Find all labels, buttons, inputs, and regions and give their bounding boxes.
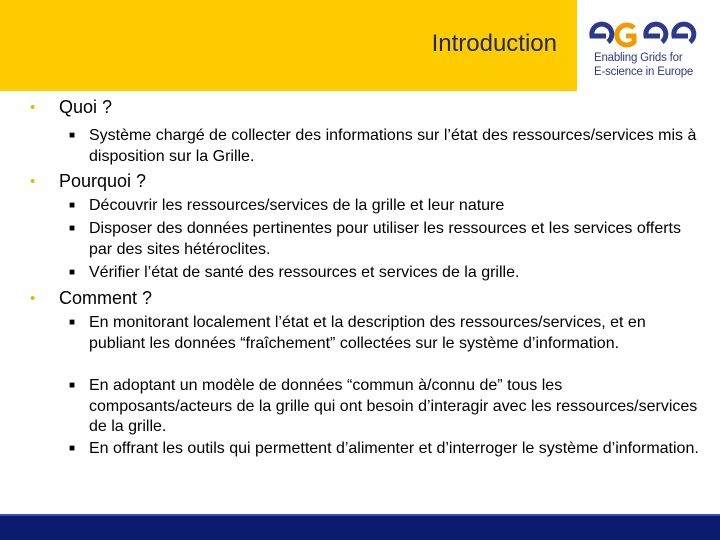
list-item: Disposer des données pertinentes pour utiliser les ressources et les services offerts par des sites hétéroclites. [89,220,681,258]
bullet-dot: • [30,290,36,307]
egee-wordmark-logo [588,14,708,50]
list-item: En monitorant localement l’état et la description des ressources/services, et en publiant les données “fraîchement” collectées sur le système d’information. [89,314,646,352]
list-item: En adoptant un modèle de données “commun à/connu de” tous les composants/acteurs de la grille qui ont besoin d’interagir avec les ressources/services de la grille. [89,377,698,435]
logo-tagline-2: E-science in Europe [594,66,694,78]
square-bullet: ■ [69,267,76,278]
square-bullet: ■ [69,200,76,211]
square-bullet: ■ [69,130,76,141]
square-bullet: ■ [69,317,76,328]
slide-title: Introduction [431,30,557,57]
section-heading-quoi: Quoi ? [59,97,113,117]
list-item: Système chargé de collecter des informations sur l’état des ressources/services mis à disposition sur la Grille. [89,127,697,165]
square-bullet: ■ [69,380,76,391]
section-heading-comment: Comment ? [59,288,153,308]
section-heading-pourquoi: Pourquoi ? [59,171,147,191]
list-item: En offrant les outils qui permettent d’alimenter et d’interroger le système d’information. [89,440,699,457]
square-bullet: ■ [69,223,76,234]
footer-divider [0,514,720,516]
list-item: Découvrir les ressources/services de la grille et leur nature [89,197,505,214]
logo-tagline-1: Enabling Grids for [594,52,683,64]
list-item: Vérifier l’état de santé des ressources et services de la grille. [89,264,520,281]
bullet-dot: • [30,173,36,190]
bullet-dot: • [30,99,36,116]
egee-logo [588,14,708,84]
footer-bar [0,514,720,540]
square-bullet: ■ [69,443,76,454]
